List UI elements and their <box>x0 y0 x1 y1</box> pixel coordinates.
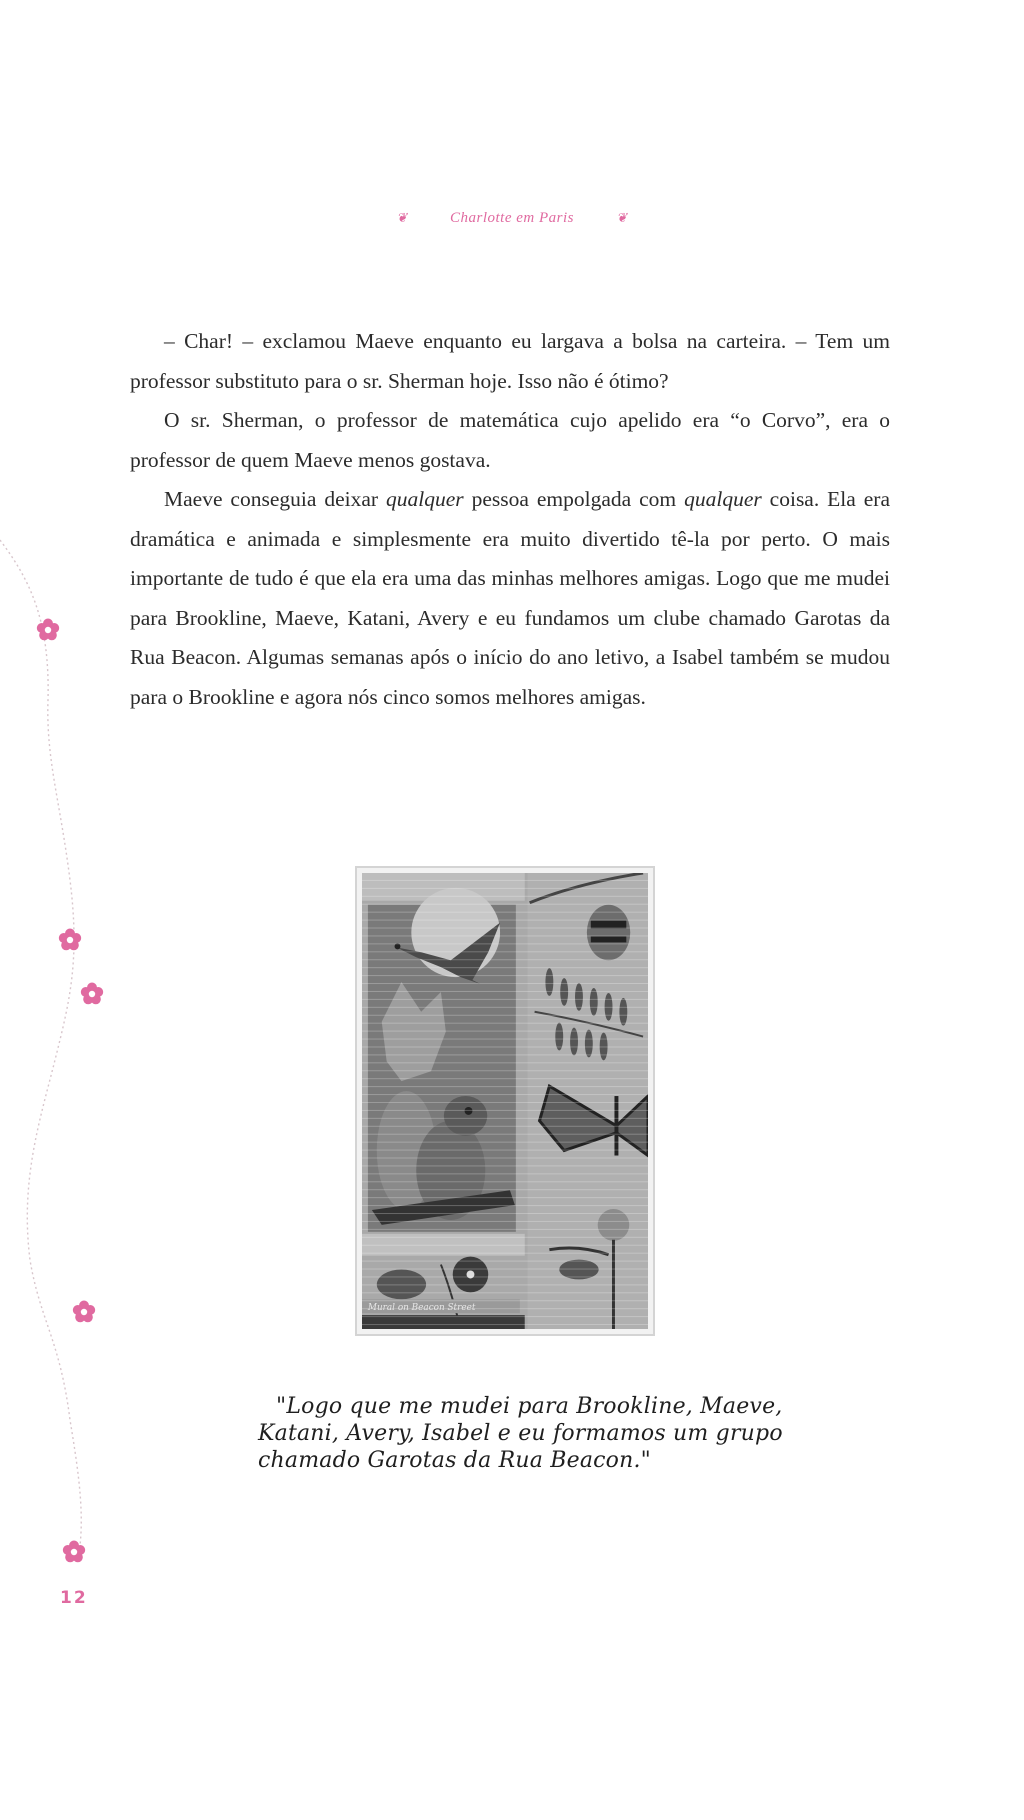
mural-illustration <box>362 873 648 1329</box>
running-head <box>0 210 1024 227</box>
flower-icon <box>72 1300 96 1324</box>
flower-icon <box>36 618 60 642</box>
flower-icon <box>58 928 82 952</box>
ornament-left-icon: ❦ <box>396 210 408 225</box>
page-number: 12 <box>60 1588 88 1608</box>
running-title: Charlotte em Paris <box>450 210 574 226</box>
flower-icon <box>80 982 104 1006</box>
ornament-right-icon: ❦ <box>616 210 628 225</box>
paragraph: Maeve conseguia deixar qualquer pessoa empolgada com qualquer coisa. Ela era dramática e animada e simplesmente era muito divertido tê-la por perto. O mais importante de tudo é que ela era uma das minhas melhores amigas. Logo que me mudei para Brookline, Maeve, Katani, Avery e eu fundamos um clube chamado Garotas da Rua Beacon. Algumas semanas após o início do ano letivo, a Isabel também se mudou para o Brookline e agora nós cinco somos melhores amigas. <box>130 487 891 709</box>
flower-icon <box>62 1540 86 1564</box>
figure-caption: "Logo que me mudei para Brookline, Maeve, Katani, Avery, Isabel e eu formamos um grupo chamado Garotas da Rua Beacon." <box>258 1394 783 1473</box>
body-text <box>130 322 890 717</box>
paragraph: O sr. Sherman, o professor de matemática cujo apelido era “o Corvo”, era o professor de quem Maeve menos gostava. <box>130 408 890 472</box>
mural-photo <box>355 866 655 1336</box>
paragraph: – Char! – exclamou Maeve enquanto eu largava a bolsa na carteira. – Tem um professor substituto para o sr. Sherman hoje. Isso não é ótimo? <box>130 329 890 393</box>
